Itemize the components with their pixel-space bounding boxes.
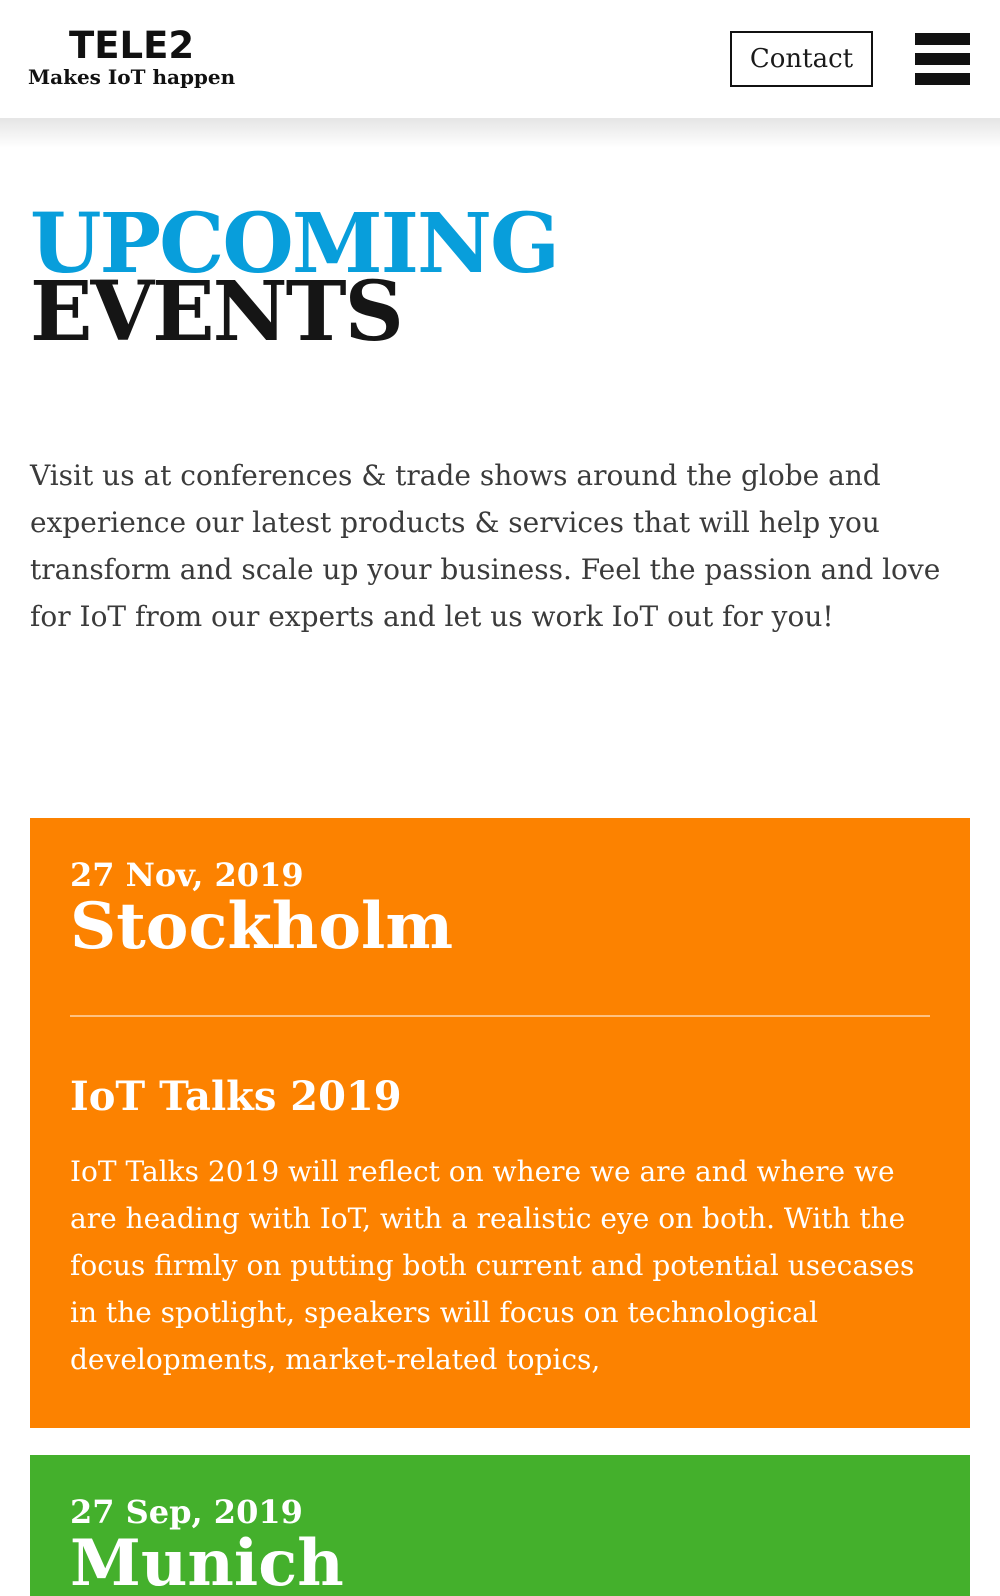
event-date: 27 Nov, 2019 [70, 856, 304, 894]
event-card-stockholm[interactable] [30, 818, 970, 1428]
page-title [30, 196, 970, 360]
page-title-events: EVENTS [30, 264, 402, 360]
event-divider [70, 1015, 930, 1017]
page-title-upcoming: UPCOMING [30, 196, 558, 292]
hamburger-bar [915, 73, 970, 85]
event-date: 27 Sep, 2019 [70, 1493, 303, 1531]
event-description: IoT Talks 2019 will reflect on where we are and where we are heading with IoT, with a realistic eye on both. With the focus firmly on putting both current and potential usecases in the spotlight, speakers will focus on technological developments, market-related topics, [70, 1155, 915, 1376]
hamburger-bar [915, 33, 970, 45]
header-shadow [0, 118, 1000, 148]
event-card-munich[interactable] [30, 1455, 970, 1596]
event-city: Stockholm [70, 889, 454, 964]
main-content [0, 196, 1000, 1596]
tele2-logo-tagline: Makes IoT happen [28, 65, 236, 89]
hamburger-bar [915, 53, 970, 65]
intro-paragraph: Visit us at conferences & trade shows around the globe and experience our latest products & services that will help you transform and scale up your business. Feel the passion and love for IoT from our experts and let us work IoT out for you! [30, 459, 941, 633]
hamburger-menu-icon[interactable] [915, 33, 970, 85]
tele2-logo-wordmark: TELE2 [69, 24, 195, 67]
site-header [0, 0, 1000, 118]
tele2-logo[interactable] [28, 24, 236, 90]
event-title: IoT Talks 2019 [70, 1073, 402, 1120]
contact-button[interactable]: Contact [730, 31, 873, 87]
event-city: Munich [70, 1526, 344, 1596]
